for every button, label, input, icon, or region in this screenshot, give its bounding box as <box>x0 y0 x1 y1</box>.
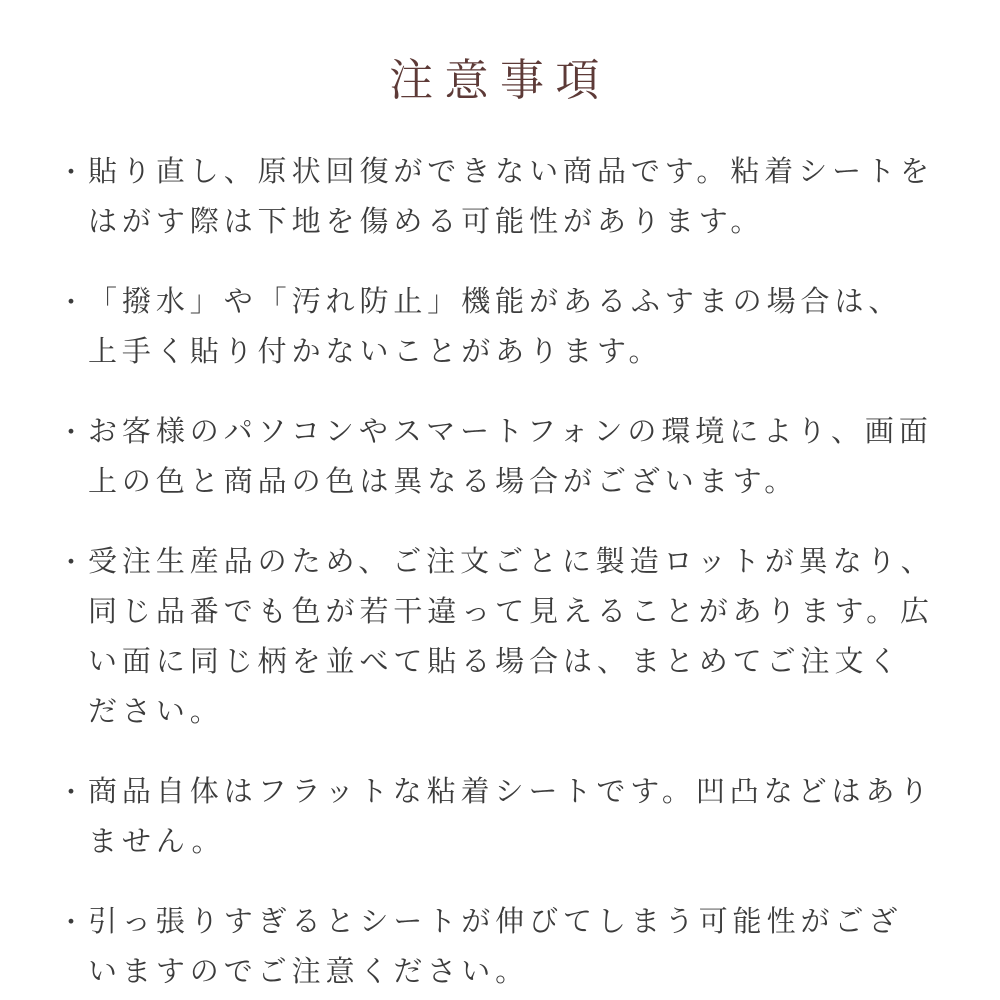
note-text: 貼り直し、原状回復ができない商品です。粘着シートをはがす際は下地を傷める可能性があります。 <box>88 156 934 238</box>
bullet-marker: ・ <box>58 287 85 317</box>
list-item <box>58 277 935 377</box>
bullet-marker: ・ <box>58 157 85 187</box>
notes-list <box>0 105 1000 997</box>
list-item <box>58 767 935 867</box>
note-text: 引っ張りすぎるとシートが伸びてしまう可能性がございますのでご注意ください。 <box>88 906 903 988</box>
list-item <box>58 897 935 997</box>
note-text: 商品自体はフラットな粘着シートです。凹凸などはありません。 <box>88 776 934 858</box>
page-title: 注意事項 <box>389 56 611 105</box>
note-text: 受注生産品のため、ご注文ごとに製造ロットが異なり、同じ品番でも色が若干違って見えることがあります。広い面に同じ柄を並べて貼る場合は、まとめてご注文ください。 <box>88 546 935 728</box>
bullet-marker: ・ <box>58 907 85 937</box>
note-text: 「撥水」や「汚れ防止」機能があるふすまの場合は、上手く貼り付かないことがあります。 <box>88 286 903 368</box>
note-text: お客様のパソコンやスマートフォンの環境により、画面上の色と商品の色は異なる場合がございます。 <box>88 416 933 498</box>
list-item <box>58 537 935 737</box>
bullet-marker: ・ <box>58 777 85 807</box>
bullet-marker: ・ <box>58 417 85 447</box>
list-item <box>58 407 935 507</box>
bullet-marker: ・ <box>58 547 85 577</box>
list-item <box>58 147 935 247</box>
